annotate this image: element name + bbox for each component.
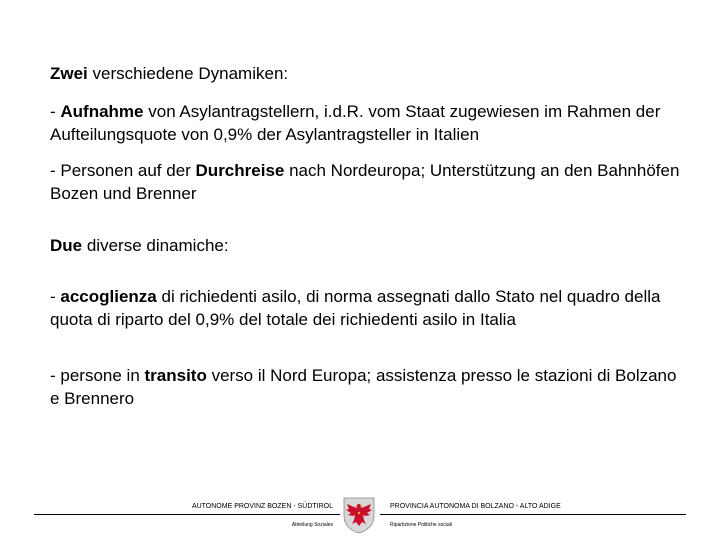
italian-item-1-bold: accoglienza (60, 287, 157, 306)
german-intro (50, 62, 288, 85)
italian-item-2-prefix: - persone in (50, 366, 145, 385)
footer-right-department: Ripartizione Politiche sociali (390, 522, 452, 528)
german-item-2-prefix: - Personen auf der (50, 161, 196, 180)
italian-item-1 (50, 285, 690, 331)
italian-item-2 (50, 364, 690, 410)
italian-item-2-bold: transito (144, 366, 207, 385)
german-item-2 (50, 159, 690, 205)
german-intro-text: verschiedene Dynamiken: (87, 64, 289, 83)
italian-intro (50, 234, 229, 257)
german-item-1 (50, 100, 690, 146)
coat-of-arms-eagle-icon (341, 496, 377, 534)
german-item-1-prefix: - (50, 102, 61, 121)
footer-left-title: AUTONOME PROVINZ BOZEN - SÜDTIROL (191, 503, 333, 510)
german-intro-bold: Zwei (50, 64, 88, 83)
italian-item-1-text: di richiedenti asilo, di norma assegnati dallo Stato nel quadro della quota di riparto del 0,9% del totale dei richiedenti asilo in Italia (50, 287, 661, 329)
italian-intro-bold: Due (50, 236, 83, 255)
footer-right-title: PROVINCIA AUTONOMA DI BOLZANO - ALTO ADIGE (390, 503, 561, 510)
german-item-2-text: nach Nordeuropa; Unterstützung an den Bahnhöfen Bozen und Brenner (50, 161, 680, 203)
italian-intro-text: diverse dinamiche: (82, 236, 229, 255)
german-item-1-bold: Aufnahme (60, 102, 144, 121)
german-item-2-bold: Durchreise (195, 161, 285, 180)
italian-item-2-text: verso il Nord Europa; assistenza presso le stazioni di Bolzano e Brennero (50, 366, 677, 408)
footer-left-department: Abteilung Soziales (291, 522, 333, 528)
italian-item-1-prefix: - (50, 287, 61, 306)
german-item-1-text: von Asylantragstellern, i.d.R. vom Staat zugewiesen im Rahmen der Aufteilungsquote von 0,9% der Asylantragsteller in Italien (50, 102, 661, 144)
